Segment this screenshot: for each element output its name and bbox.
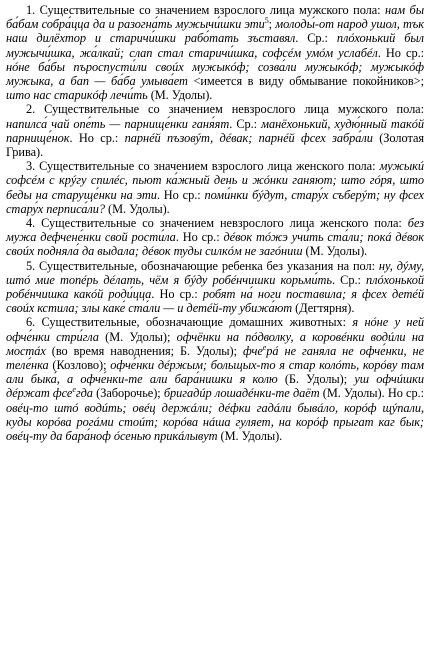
body-text: (Б. Удолы); xyxy=(277,372,355,387)
example-text: дéвок тóжэ учи́ть ста́ли; покá дéвок своúх подняла́ да выдала; дéвок туды силкóм не загóниш xyxy=(6,230,424,259)
example-text: напилса́ чай опе́ть — парнище́нки ганя́ят xyxy=(6,116,230,131)
superscript: 5 xyxy=(264,16,269,26)
example-text: ну, дýму, штó мие топéрь дéлать, чём я бýду робéнчишки корьми́ть xyxy=(6,258,425,287)
body-text: . Но ср.: xyxy=(151,287,203,302)
body-text: 6. Существительные, обозначающие домашних животных: xyxy=(26,315,353,330)
example-text: без мужа дефчене́нки свой рости́ла xyxy=(6,216,424,245)
body-text: . Но ср.: xyxy=(69,130,125,145)
body-text: (Золотая Грива). xyxy=(6,130,424,160)
body-text: . Но ср.: xyxy=(377,45,425,60)
body-text: . Но ср.: xyxy=(156,187,205,202)
example-text: мужыкú софсéм с крýгу спилéс, пьют ка́жный день и жóнки ганяют; што гóря, што беды на старуще́нки на эти xyxy=(6,159,424,202)
body-text: (во время наводнения; Б. Удолы); xyxy=(45,343,243,358)
body-text: (Дегтярня). xyxy=(292,301,355,316)
body-text: (М. Удолы). xyxy=(104,201,170,216)
body-text: . Но ср.: xyxy=(175,230,224,245)
example-text: фче xyxy=(242,343,263,358)
example-text: молоды́-от народ ушол, тък наш дилёхтор и старичи́шки рабо́тать зъставял xyxy=(6,17,424,46)
body-text: 1. Существительные со значением взрослого лица мужского пола: xyxy=(26,3,386,17)
paragraph-3 xyxy=(6,159,424,216)
paragraph-2 xyxy=(6,102,424,159)
body-text: 2. Существительные со значением невзрослого лица мужского пола: xyxy=(26,102,424,117)
example-text: нам бы ба́бам собра́цца да и разогна́ть мужычи́шки эти xyxy=(6,3,425,32)
body-text: (М. Удолы). Но ср.: xyxy=(319,386,425,401)
body-text: (М. Удолы); xyxy=(98,329,177,344)
body-text: <имеется в виду обмывание покойников>; xyxy=(187,74,424,89)
example-text: рá не ганяла не офче́нки, не теле́нка xyxy=(6,343,424,373)
paragraph-6 xyxy=(6,315,424,443)
example-text: плóхонькой робéнчишка какóй роди́цца xyxy=(6,272,424,302)
example-text: офчёнки на пóдволку, а коровéнки водúли на мостáх xyxy=(6,329,425,358)
body-text: 4. Существительные со значением невзрослого лица женского пола: xyxy=(26,216,408,231)
body-text: 3. Существительные со значением взрослого лица женского пола: xyxy=(26,159,380,174)
paragraph-1 xyxy=(6,3,424,102)
body-text: 5. Существительные, обозначающие ребенка без указания на пол: xyxy=(26,258,379,273)
example-text: уш офчúшки дéржат фсе xyxy=(6,372,425,401)
example-text: плóхонький был мужычи́шка, жа́лкай; слап стал старичи́шка, софсéм умóм услабéл xyxy=(6,31,424,60)
example-text: бригадúр лошадéнки-те даёт xyxy=(163,386,320,401)
example-text: овéц-то штó водúть; овéц держáли; дéфки гадáли бывáло, корóф щýпали, куды корóва рогáми стоúт; корóва нáша гуляет, на корóф прыгат каг бык; овéц-ту да бара́ноф óсенью прикáлывут xyxy=(6,400,424,444)
body-text: ; xyxy=(268,17,276,32)
body-text: (М. Удолы). xyxy=(217,429,283,444)
example-text: офче́нки дéржым; больщых-то я стар колóть, корóву там али быка́, а офче́нки-те али бара́нишки я колю xyxy=(6,358,424,387)
example-text: поми́нки бýдут, стару́х съберýт; ну фсех стару́х перписа́ли? xyxy=(6,187,424,216)
paragraph-4 xyxy=(6,216,424,259)
body-text: . Ср.: xyxy=(295,31,337,46)
example-text: парнéй пъзовýт, дéвак; парнéй фсех забра́ли xyxy=(124,130,373,145)
example-text: я нóне у ней офче́нки стри́гла xyxy=(6,315,425,344)
paragraph-5 xyxy=(6,259,424,316)
body-text: (Козлово); xyxy=(48,358,111,373)
body-text: (Заборочье); xyxy=(92,386,164,401)
example-text: робят на́ ноги поставила; я фсех детéй своúх кстила; злы каке́ ста́ли — и детéй-ту убижа́ют xyxy=(6,287,424,316)
example-text: што нас старикóф лечи́ть xyxy=(6,88,148,103)
body-text: . Ср.: xyxy=(229,116,262,131)
example-text: гда xyxy=(75,386,93,401)
body-text: (М. Удолы). xyxy=(302,244,368,259)
superscript: е xyxy=(262,342,267,352)
superscript: е xyxy=(72,385,76,395)
example-text: нóне ба́бы пъроспусти́ли своúх мужыкóф; созва́ли мужыкóф; мужыкóф мужыка, а бап — ба́ба умыва́ет xyxy=(6,59,424,89)
body-text: . Ср.: xyxy=(331,272,367,287)
body-text: (М. Удолы). xyxy=(147,88,213,103)
example-text: манёхонький, худю́нный такóй парнище́нок xyxy=(6,116,424,145)
